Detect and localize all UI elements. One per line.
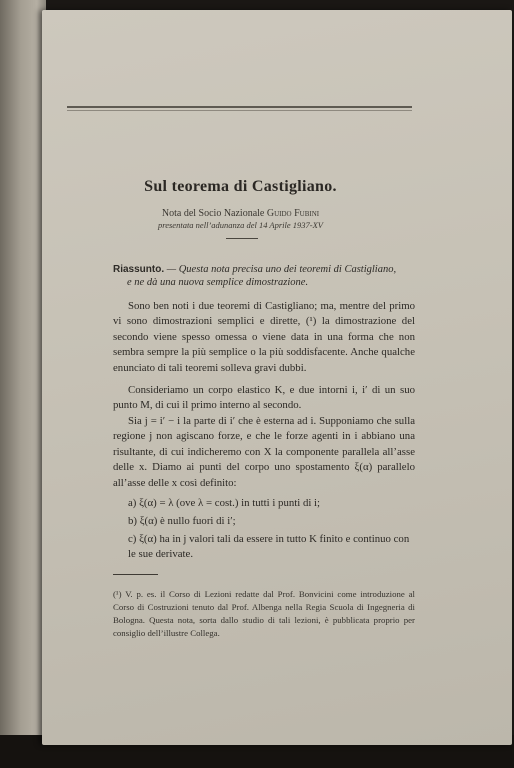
paragraph-2: Consideriamo un corpo elastico K, e due intorni i, i′ di un suo punto M, di cui il primo interno al secondo. xyxy=(113,384,415,412)
abstract-label: Riassunto. xyxy=(113,264,165,275)
footnote-rule xyxy=(113,574,158,575)
header-rule xyxy=(67,106,412,108)
paragraph-1: Sono ben noti i due teoremi di Castigliano; ma, mentre del primo vi sono dimostrazioni semplici e dirette, (¹) la dimostrazione del secondo viene spesso omessa o viene data in una forma che non sembra sempre la più semplice o la più soddisfacente. Anche qualche enunciato di tali teoremi solleva gravi dubbi. xyxy=(113,300,415,374)
footnote: (¹) V. p. es. il Corso di Lezioni redatte dal Prof. Bonvicini come introduzione al Corso di Costruzioni tenuto dal Prof. Albenga nella Regia Scuola di Ingegneria di Bologna. Questa nota, sorta dallo studio di tali lezioni, è pubblicata proprio per consiglio dell’illustre Collega. xyxy=(113,589,415,638)
paragraph-3: Sia j = i′ − i la parte di i′ che è esterna ad i. Supponiamo che sulla regione j non agiscano forze, e che le forze agenti in i abbiano una risultante, di cui indicheremo con X la componente parallela all’asse delle x. Diamo ai punti del corpo uno spostamento ξ(α) parallelo all’asse delle x così definito: xyxy=(113,415,415,489)
author-line xyxy=(68,208,413,219)
presented-line: presentata nell’adunanza del 14 Aprile 1937-XV xyxy=(157,220,324,230)
article-title: Sul teorema di Castigliano. xyxy=(144,178,337,195)
abstract-line-1 xyxy=(113,263,413,277)
header-rule-thin xyxy=(67,110,412,111)
title-divider xyxy=(226,238,258,239)
condition-a: a) ξ(α) = λ (ove λ = cost.) in tutti i punti di i; xyxy=(128,497,321,509)
abstract-text-1: — Questa nota precisa uno dei teoremi di Castigliano, xyxy=(164,264,397,275)
abstract-text-2: e ne dà una nuova semplice dimostrazione. xyxy=(127,277,309,288)
author-name: Guido Fubini xyxy=(266,208,320,219)
condition-b: b) ξ(α) è nullo fuori di i′; xyxy=(128,515,236,527)
note-prefix: Nota del Socio Nazionale xyxy=(161,208,267,219)
condition-c: c) ξ(α) ha in j valori tali da essere in tutto K finito e continuo con le sue derivate. xyxy=(128,533,410,560)
left-page-edge xyxy=(0,0,46,768)
